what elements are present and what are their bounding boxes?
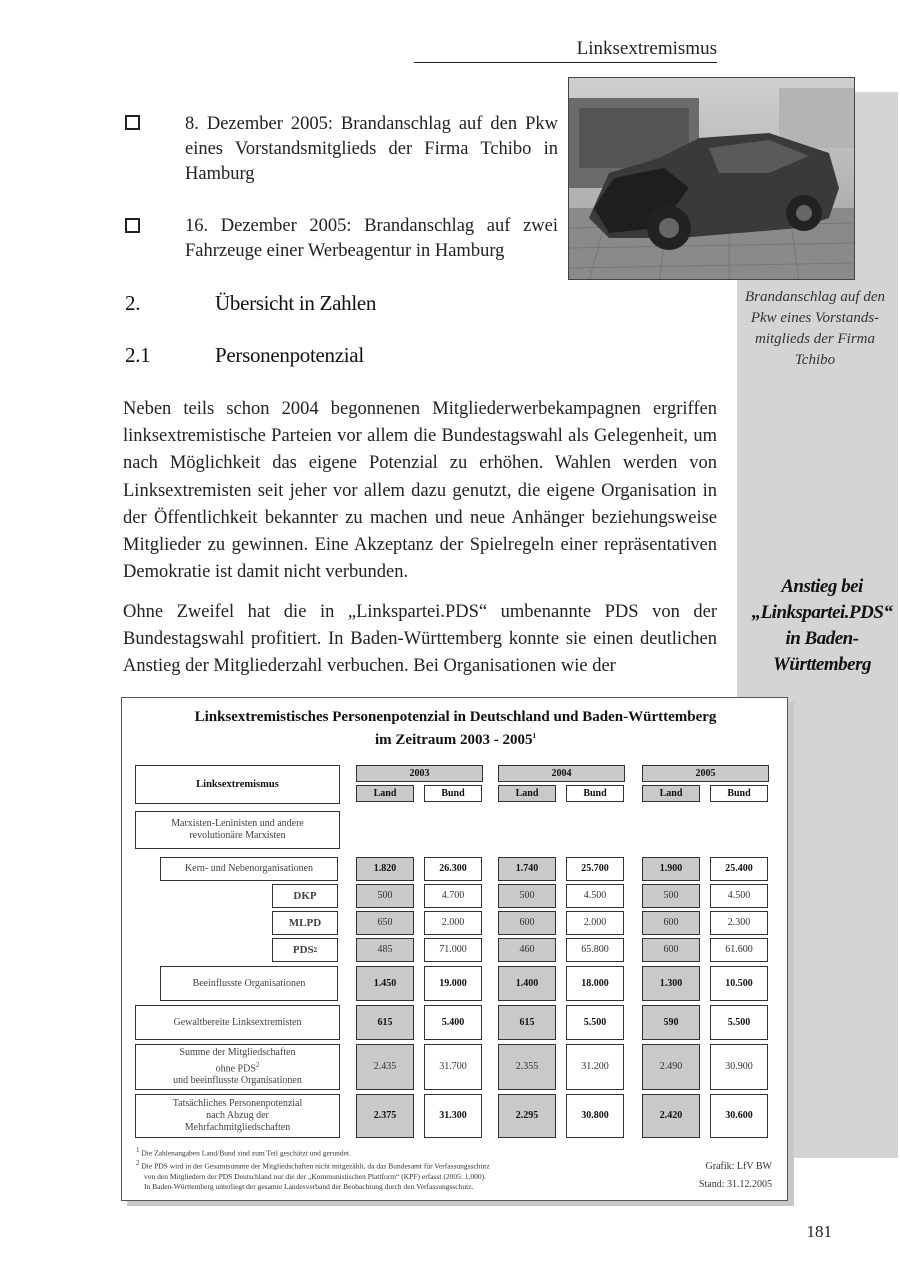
subsection-number: 2.1 [125, 343, 151, 367]
row-label-line: Mehrfachmitgliedschaften [184, 1122, 291, 1133]
table-cell: 2.295 [498, 1094, 556, 1138]
table-cell: 5.500 [710, 1005, 768, 1040]
subheader-land: Land [498, 785, 556, 802]
burnt-car-photo [568, 77, 855, 280]
margin-note-line: Anstieg bei [781, 576, 863, 597]
row-label-line: Summe der Mitgliedschaften [179, 1046, 296, 1058]
table-cell: 30.600 [710, 1094, 768, 1138]
table-cell: 31.300 [424, 1094, 482, 1138]
table-cell: 4.500 [566, 884, 624, 908]
table-cell: 2.355 [498, 1044, 556, 1090]
row-label: PDS 2 [272, 938, 338, 962]
table-cell: 600 [642, 938, 700, 962]
subheader-bund: Bund [710, 785, 768, 802]
margin-note-line: Württemberg [773, 654, 871, 675]
bullet-item: 8. Dezember 2005: Brandanschlag auf den Pkw eines Vorstandsmitglieds der Firma Tchibo in Hamburg [185, 114, 558, 184]
table-cell: 500 [498, 884, 556, 908]
table-cell: 615 [356, 1005, 414, 1040]
year-header: 2005 [642, 765, 769, 782]
table-cell: 4.700 [424, 884, 482, 908]
table-cell: 615 [498, 1005, 556, 1040]
row-label [135, 1094, 340, 1138]
caption-line: Brandanschlag auf den [745, 289, 885, 305]
table-title-line2: im Zeitraum 2003 - 2005$^1$ [375, 732, 536, 748]
table-cell: 18.000 [566, 966, 624, 1001]
table-cell: 25.400 [710, 857, 768, 881]
year-header: 2004 [498, 765, 625, 782]
table-cell: 26.300 [424, 857, 482, 881]
table-cell: 600 [498, 911, 556, 935]
table-cell: 19.000 [424, 966, 482, 1001]
row-label: Gewaltbereite Linksextremisten [135, 1005, 340, 1040]
row-label: Kern- und Nebenorganisationen [160, 857, 338, 881]
group-label: Marxisten-Leninisten und andere revolutionäre Marxisten [135, 811, 340, 849]
body-paragraph: Neben teils schon 2004 begonnenen Mitgliederwerbekampagnen ergriffen linksextremistische Parteien vor allem die Bundestagswahl als Gelegenheit, um nach Möglichkeit das eigene Potenzial zu erhöhen. Wahlen werden von Linksextremisten seit jeher vor allem dazu genutzt, die eigene Organisation in der Öffentlichkeit bekannter zu machen und neue Anhänger beziehungsweise Mitglieder zu gewinnen. Eine Akzeptanz der Spielregeln einer repräsentativen Demokratie ist damit nicht verbunden. [123, 399, 717, 583]
footnote-1: 1 Die Zahlenangaben Land/Bund sind zum Teil geschätzt und gerundet. [136, 1146, 351, 1158]
footnote-2: 2 Die PDS wird in der Gesamtsumme der Mitgliedschaften nicht mitgezählt, da das Bundesamt für Verfassungsschutz von den Mitgliedern der PDS Deutschland nur die der „Kommunistischen Plattform“ (KPF) erfasst (2005: 1.000). In Baden-Württemberg unterliegt der gesamte Landesverband der Beobachtung durch den Verfassungsschutz. [136, 1159, 490, 1191]
table-cell: 460 [498, 938, 556, 962]
table-cell: 2.000 [566, 911, 624, 935]
table-cell: 5.500 [566, 1005, 624, 1040]
table-cell: 1.740 [498, 857, 556, 881]
checkbox-bullet-icon [125, 115, 140, 130]
table-cell: 500 [642, 884, 700, 908]
subheader-land: Land [356, 785, 414, 802]
table-cell: 71.000 [424, 938, 482, 962]
section-number: 2. [125, 291, 141, 315]
table-cell: 2.490 [642, 1044, 700, 1090]
table-cell: 5.400 [424, 1005, 482, 1040]
subheader-bund: Bund [566, 785, 624, 802]
table-cell: 31.200 [566, 1044, 624, 1090]
subheader-land: Land [642, 785, 700, 802]
table-cell: 2.420 [642, 1094, 700, 1138]
subsection-title: Personenpotenzial [215, 343, 364, 367]
bullet-item: 16. Dezember 2005: Brandanschlag auf zwei Fahrzeuge einer Werbeagentur in Hamburg [185, 216, 558, 261]
checkbox-bullet-icon [125, 218, 140, 233]
table-cell: 2.435 [356, 1044, 414, 1090]
table-cell: 590 [642, 1005, 700, 1040]
table-cell: 1.300 [642, 966, 700, 1001]
row-label-line: und beeinflusste Organisationen [173, 1075, 302, 1087]
caption-line: mitglieds der Firma [755, 331, 875, 347]
table-cell: 10.500 [710, 966, 768, 1001]
table-cell: 485 [356, 938, 414, 962]
page-number: 181 [806, 1222, 832, 1241]
year-header: 2003 [356, 765, 483, 782]
body-paragraph: Ohne Zweifel hat die in „Linkspartei.PDS“ umbenannte PDS von der Bundestagswahl profitiert. In Baden-Württemberg konnte sie einen deutlichen Anstieg der Mitgliederzahl verbuchen. Bei Organisationen wie der [123, 602, 717, 677]
row-label-line: ohne PDS$^2$ [215, 1060, 260, 1075]
row-label: DKP [272, 884, 338, 908]
caption-line: Tchibo [794, 352, 836, 368]
burnt-car-illustration [569, 78, 855, 280]
row-label-line: Tatsächliches Personenpotenzial [172, 1098, 303, 1109]
table-cell: 65.800 [566, 938, 624, 962]
table-cell: 1.400 [498, 966, 556, 1001]
table-title-line: Linksextremistisches Personenpotenzial in Deutschland und Baden-Württemberg [194, 709, 717, 725]
caption-line: Pkw eines Vorstands- [750, 310, 880, 326]
subheader-bund: Bund [424, 785, 482, 802]
table-cell: 31.700 [424, 1044, 482, 1090]
table-cell: 1.900 [642, 857, 700, 881]
table-cell: 1.820 [356, 857, 414, 881]
table-cell: 30.900 [710, 1044, 768, 1090]
photo-caption-block [740, 287, 890, 371]
margin-note [742, 574, 900, 678]
margin-note-line: „Linkspartei.PDS“ [751, 602, 893, 623]
table-cell: 500 [356, 884, 414, 908]
table-cell: 4.500 [710, 884, 768, 908]
table-title [122, 708, 789, 750]
table-cell: 2.300 [710, 911, 768, 935]
table-cell: 2.375 [356, 1094, 414, 1138]
row-label: Beeinflusste Organisationen [160, 966, 338, 1001]
table-cell: 30.800 [566, 1094, 624, 1138]
data-date: Stand: 31.12.2005 [698, 1179, 772, 1190]
table-cell: 600 [642, 911, 700, 935]
running-header-title: Linksextremismus [576, 38, 717, 59]
table-cell: 650 [356, 911, 414, 935]
row-label: MLPD [272, 911, 338, 935]
margin-note-line: in Baden- [785, 628, 859, 649]
table-cell: 2.000 [424, 911, 482, 935]
header-rule [414, 62, 717, 63]
row-label-line: nach Abzug der [206, 1110, 269, 1121]
table-cell: 25.700 [566, 857, 624, 881]
table-cell: 1.450 [356, 966, 414, 1001]
row-label [135, 1044, 340, 1090]
statistics-table [121, 697, 788, 1201]
graphic-source: Grafik: LfV BW [705, 1161, 772, 1172]
section-title: Übersicht in Zahlen [215, 291, 377, 315]
table-corner-label: Linksextremismus [135, 765, 340, 804]
table-cell: 61.600 [710, 938, 768, 962]
